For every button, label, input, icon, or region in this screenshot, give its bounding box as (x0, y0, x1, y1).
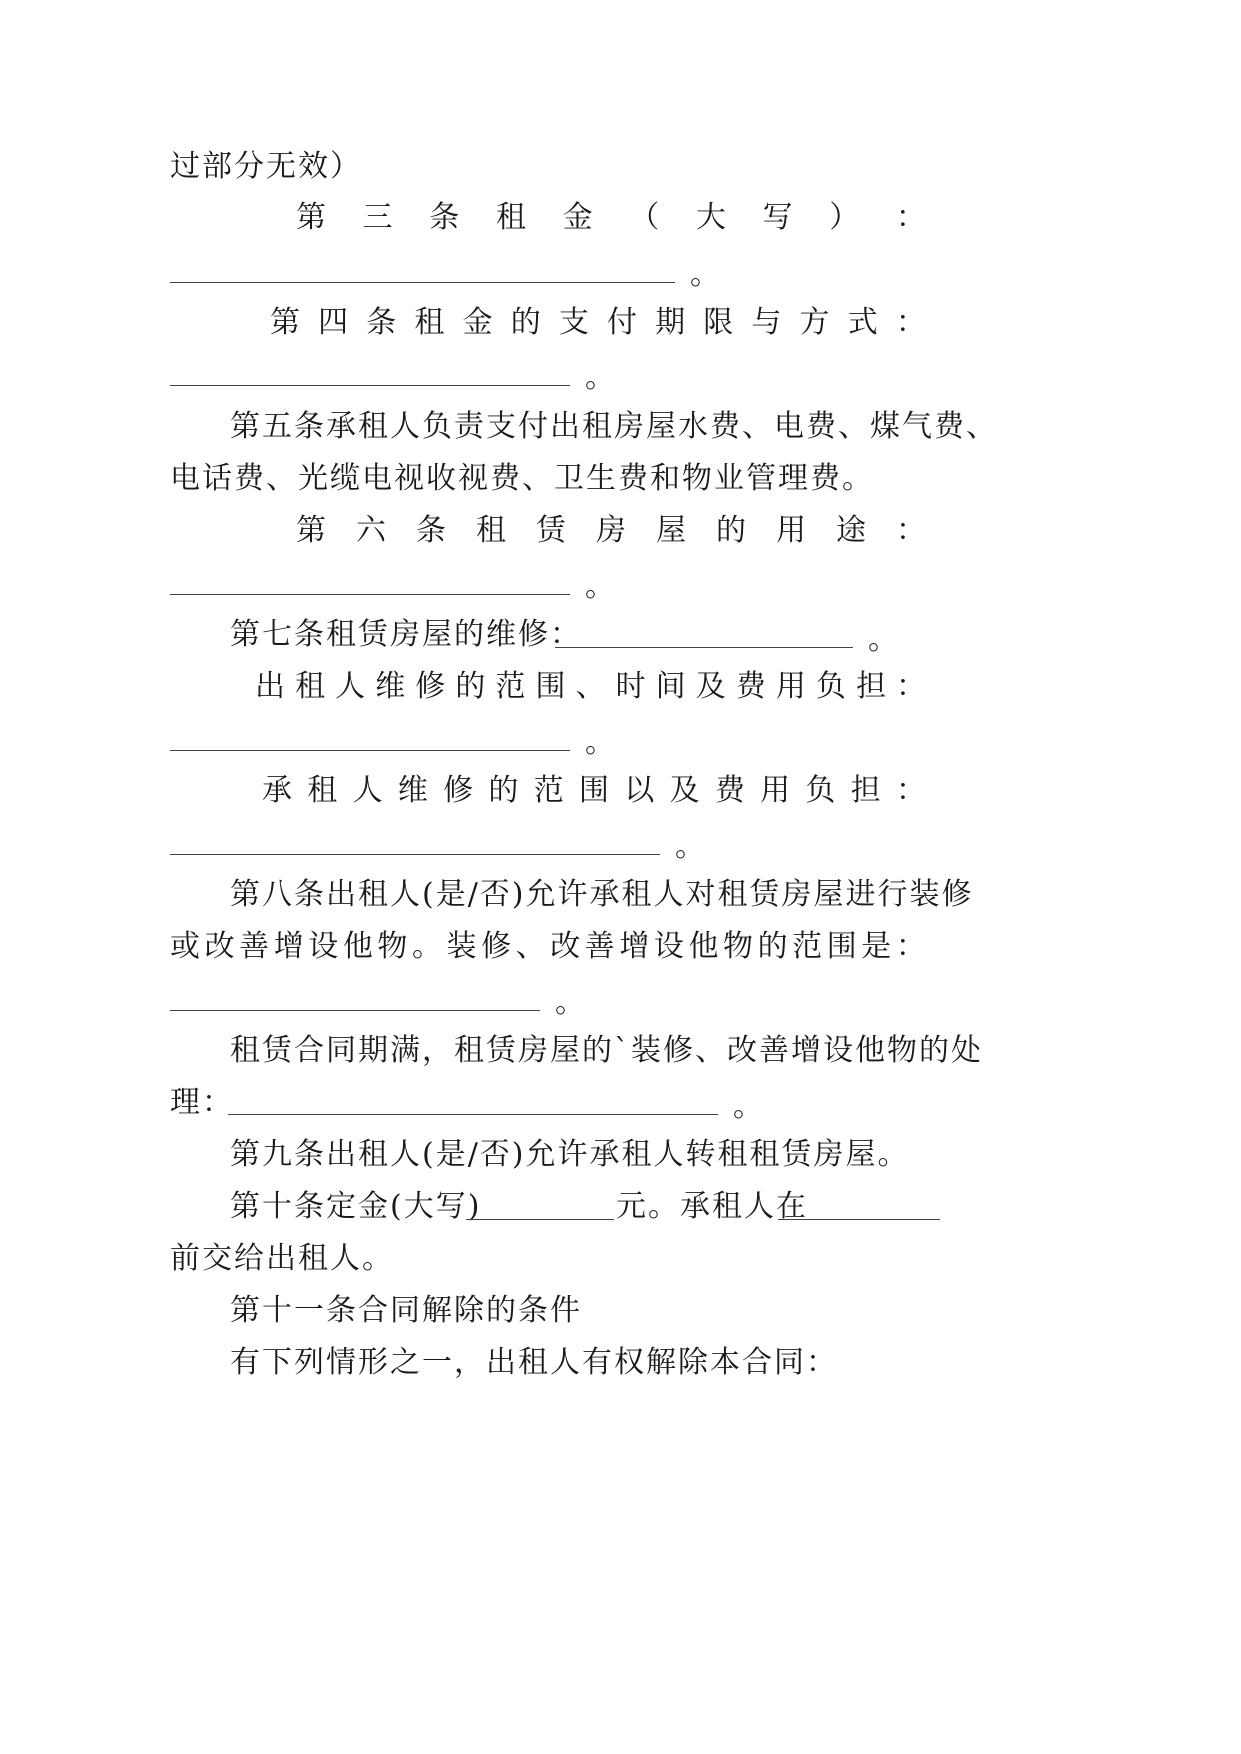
char: 方 (799, 305, 830, 340)
char: 围 (826, 929, 857, 964)
char: 承 (262, 773, 292, 808)
char: 式 (847, 305, 878, 340)
char: ） (829, 200, 860, 235)
char: 增 (273, 929, 304, 964)
char: 赁 (536, 513, 566, 548)
char: 的 (510, 305, 541, 340)
char: ： (895, 929, 926, 964)
char: 出 (255, 669, 285, 704)
char: 与 (751, 305, 782, 340)
char: 租 (307, 773, 338, 808)
renovation-end-line: 租赁合同期满，租赁房屋的`装修、改善增设他物的处 (230, 1033, 983, 1068)
char: （ (629, 200, 660, 235)
period: 。 (675, 829, 705, 864)
char: 以 (624, 773, 655, 808)
char: 维 (375, 669, 406, 704)
char: 金 (562, 200, 593, 235)
char: 或 (170, 929, 200, 964)
clause-7-label: 第七条租赁房屋的维修： (230, 617, 582, 652)
clause-3-heading (296, 198, 926, 238)
period: 。 (585, 360, 615, 395)
char: 改 (204, 929, 235, 964)
char: 租 (476, 513, 506, 548)
char: 及 (669, 773, 700, 808)
char: 租 (414, 305, 445, 340)
char: 善 (584, 929, 615, 964)
char: 他 (342, 929, 373, 964)
char: 修 (415, 669, 446, 704)
char: 负 (805, 773, 836, 808)
blank-tenant-maintenance[interactable] (170, 854, 660, 855)
char: 设 (653, 929, 684, 964)
char: 支 (558, 305, 589, 340)
clause-5-line1: 第五条承租人负责支付出租房屋水费、电费、煤气费、 (230, 409, 998, 444)
char: 限 (703, 305, 734, 340)
char: 屋 (656, 513, 686, 548)
char: 租 (295, 669, 326, 704)
blank-renovation-handling[interactable] (228, 1114, 718, 1115)
char: 的 (455, 669, 486, 704)
char: ： (895, 773, 926, 808)
char: 的 (757, 929, 788, 964)
char: 善 (239, 929, 270, 964)
char: 围 (578, 773, 609, 808)
clause-9: 第九条出租人(是/否)允许承租人转租租赁房屋。 (230, 1137, 910, 1172)
blank-landlord-maintenance[interactable] (170, 750, 570, 751)
char: 及 (695, 669, 726, 704)
blank-renovation-scope[interactable] (170, 1010, 540, 1011)
period: 。 (733, 1089, 763, 1124)
char: 。 (411, 929, 442, 964)
blank-payment-terms[interactable] (170, 385, 570, 386)
text-line: 过部分无效） (170, 149, 362, 184)
blank-deposit-date[interactable] (778, 1219, 940, 1220)
char: 维 (397, 773, 428, 808)
char: 围 (535, 669, 566, 704)
char: 用 (760, 773, 791, 808)
period: 。 (585, 569, 615, 604)
char: 第 (296, 200, 326, 235)
blank-rent-amount[interactable] (170, 282, 675, 283)
clause-10-line2: 前交给出租人。 (170, 1241, 394, 1276)
char: 付 (606, 305, 637, 340)
char: 担 (855, 669, 886, 704)
clause-8-line2 (170, 927, 926, 967)
blank-deposit-amount[interactable] (466, 1219, 614, 1220)
char: 房 (596, 513, 626, 548)
char: 条 (416, 513, 446, 548)
char: 途 (836, 513, 866, 548)
char: 第 (296, 513, 326, 548)
period: 。 (555, 985, 585, 1020)
char: 大 (695, 200, 726, 235)
char: ： (895, 305, 926, 340)
char: 四 (318, 305, 349, 340)
clause-10-part-a: 第十条定金(大写) (230, 1189, 482, 1224)
renovation-end-label: 理： (170, 1085, 234, 1120)
char: ： (896, 669, 926, 704)
clause-10-part-b: 元。承租人在 (616, 1189, 808, 1224)
char: 人 (352, 773, 383, 808)
tenant-maintenance-heading (262, 771, 926, 811)
blank-usage[interactable] (170, 594, 570, 595)
char: 条 (429, 200, 460, 235)
char: 用 (775, 669, 806, 704)
char: 增 (619, 929, 650, 964)
char: 金 (462, 305, 493, 340)
landlord-maintenance-heading (255, 667, 926, 707)
char: 费 (714, 773, 745, 808)
char: 人 (335, 669, 366, 704)
clause-11-line: 有下列情形之一，出租人有权解除本合同： (230, 1345, 838, 1380)
char: 改 (550, 929, 581, 964)
char: 修 (481, 929, 512, 964)
char: 范 (792, 929, 823, 964)
clause-4-heading (270, 303, 926, 343)
clause-5-line2: 电话费、光缆电视收视费、卫生费和物业管理费。 (170, 461, 874, 496)
char: 修 (443, 773, 474, 808)
clause-8-line1: 第八条出租人(是/否)允许承租人对租赁房屋进行装修 (230, 877, 974, 912)
char: 装 (446, 929, 477, 964)
char: ： (896, 513, 926, 548)
char: 负 (815, 669, 846, 704)
char: 设 (308, 929, 339, 964)
clause-6-heading (296, 511, 926, 551)
char: 范 (495, 669, 526, 704)
char: 的 (716, 513, 746, 548)
char: 三 (362, 200, 393, 235)
blank-maintenance[interactable] (555, 647, 853, 648)
char: 费 (735, 669, 766, 704)
char: 担 (850, 773, 881, 808)
period: 。 (868, 622, 898, 657)
char: 用 (776, 513, 806, 548)
period: 。 (690, 257, 720, 292)
char: ： (895, 200, 926, 235)
char: 、 (515, 929, 546, 964)
char: 物 (377, 929, 408, 964)
char: 写 (762, 200, 793, 235)
char: 、 (575, 669, 606, 704)
char: 租 (495, 200, 526, 235)
char: 第 (270, 305, 300, 340)
clause-11-heading: 第十一条合同解除的条件 (230, 1293, 582, 1328)
char: 他 (688, 929, 719, 964)
char: 间 (655, 669, 686, 704)
period: 。 (585, 725, 615, 760)
char: 物 (723, 929, 753, 964)
char: 是 (861, 929, 892, 964)
char: 条 (366, 305, 397, 340)
char: 期 (655, 305, 686, 340)
char: 的 (488, 773, 519, 808)
char: 范 (533, 773, 564, 808)
char: 时 (615, 669, 646, 704)
char: 六 (356, 513, 386, 548)
